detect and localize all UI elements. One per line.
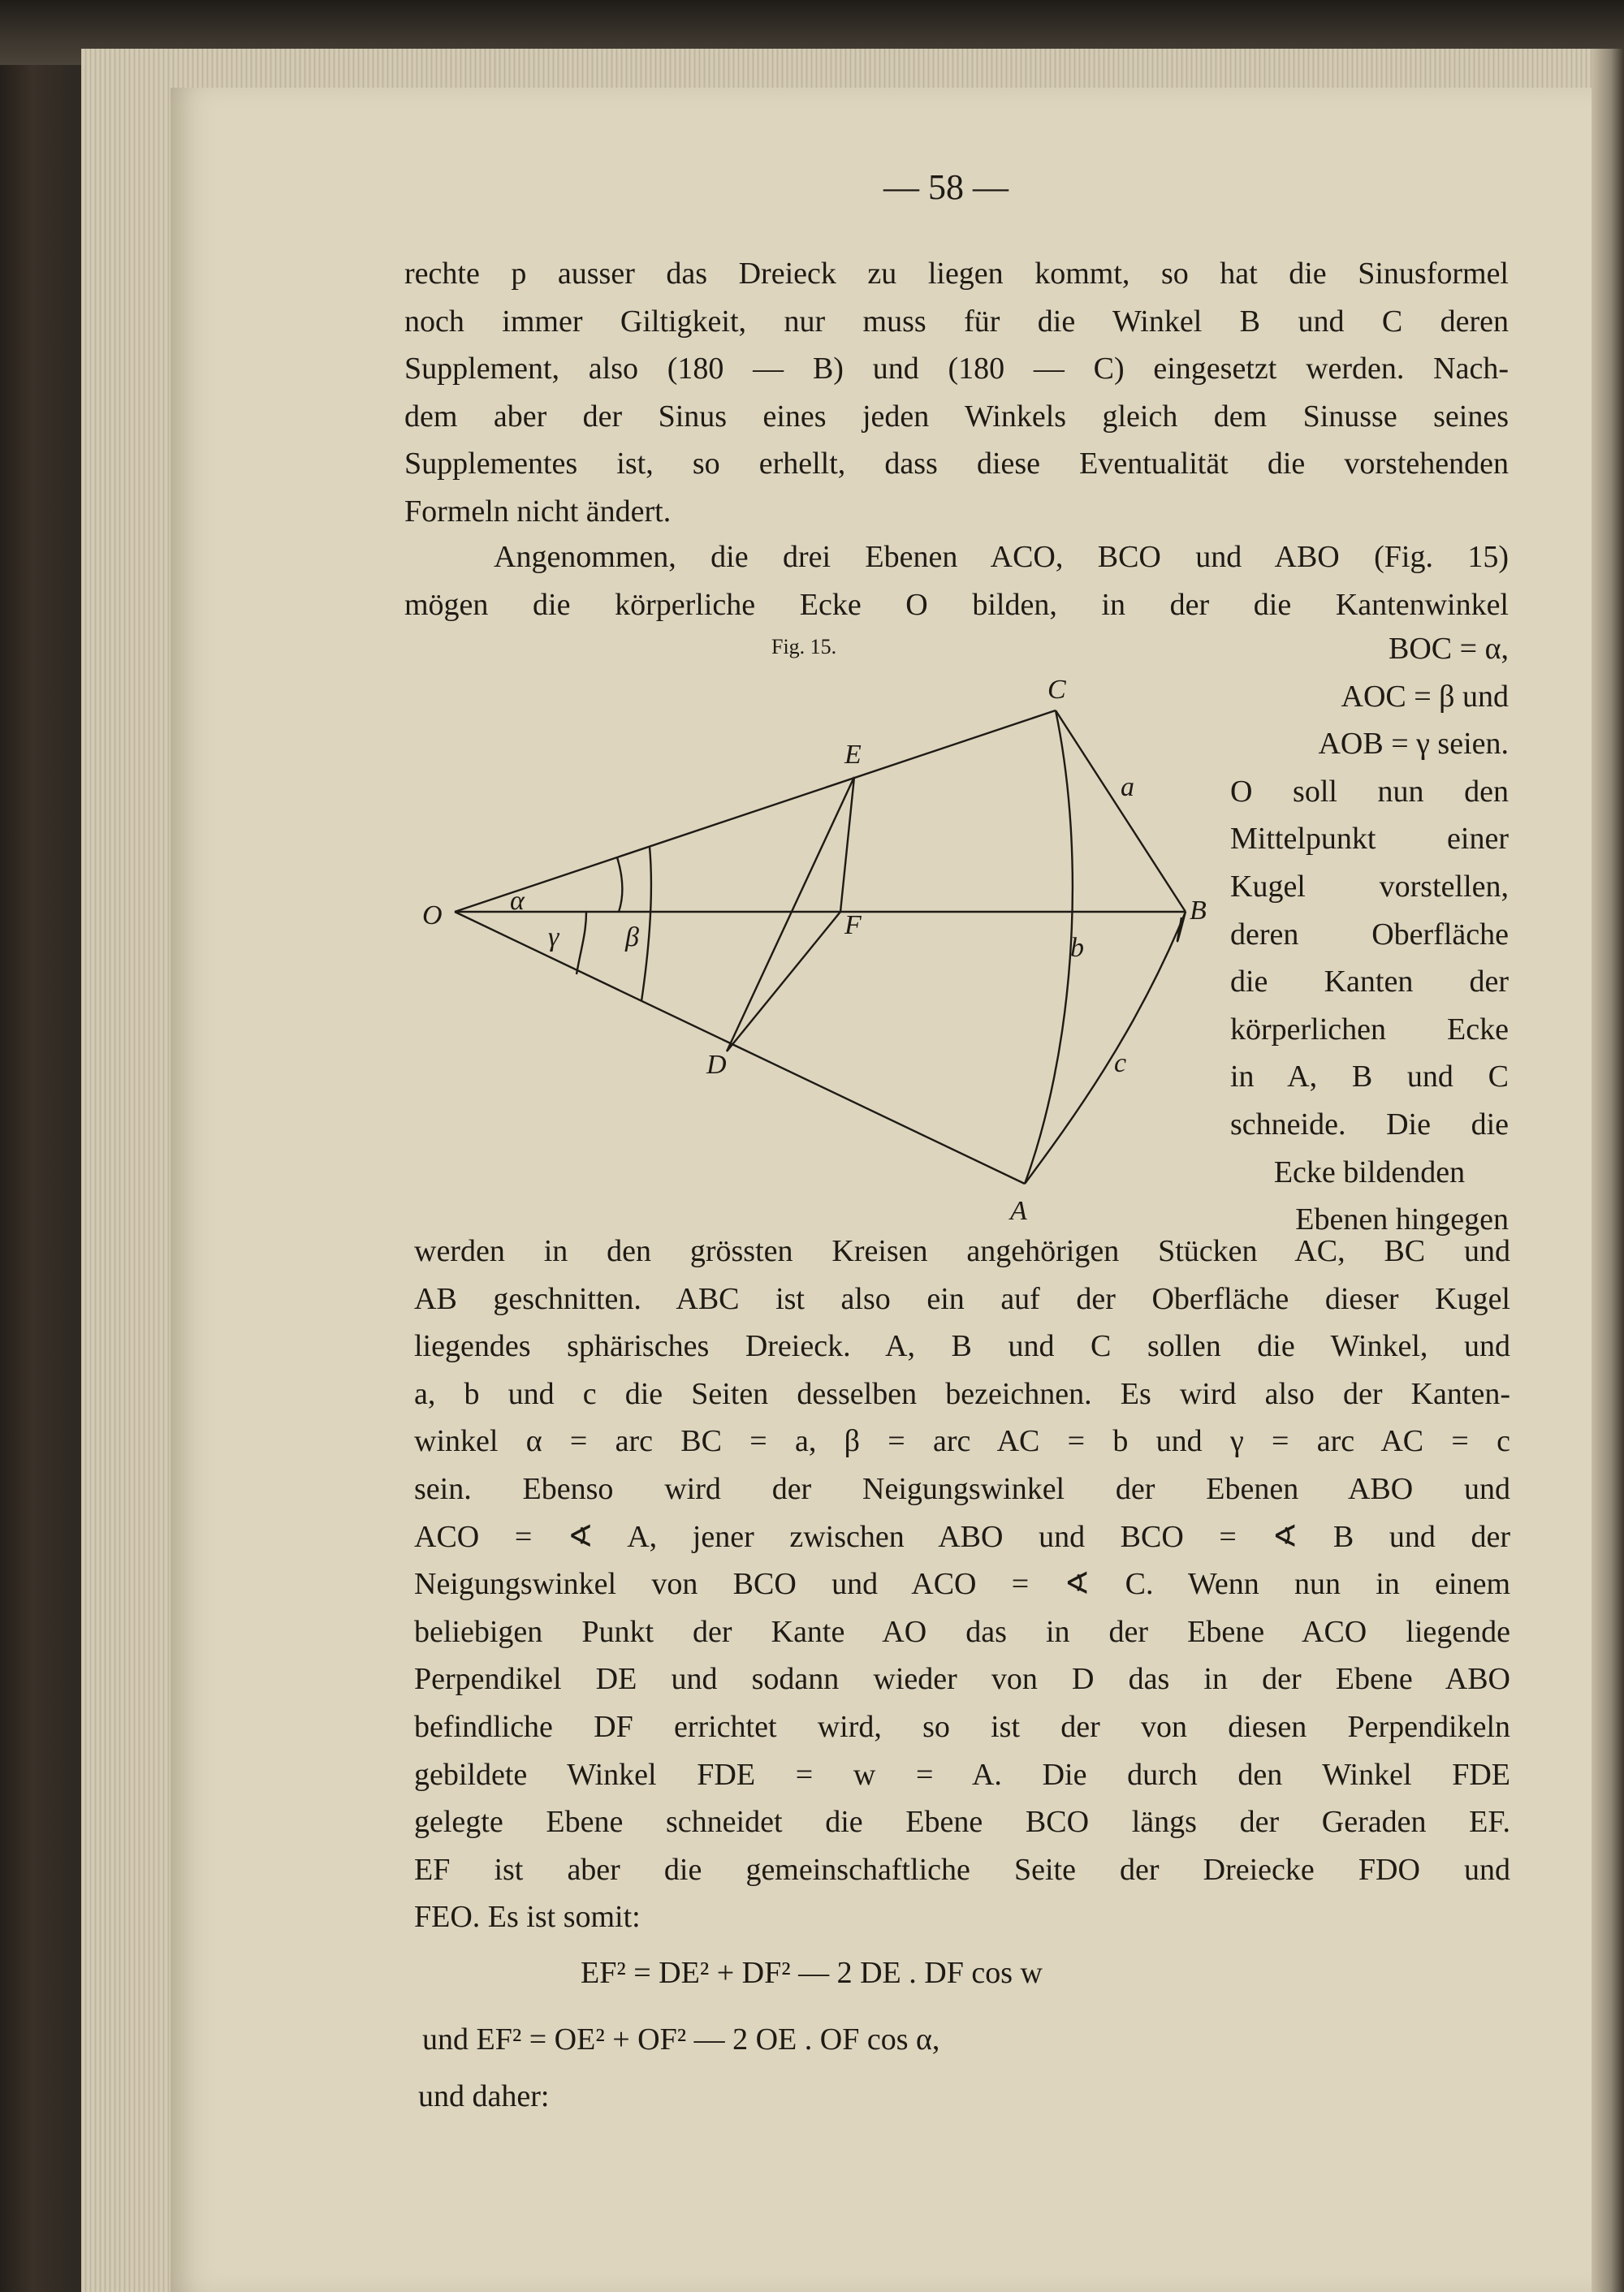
label-c: C — [1047, 675, 1066, 705]
text-line: rechte p ausser das Dreieck zu liegen kommt, so hat die Sinusformel — [404, 257, 1509, 291]
text-line: gelegte Ebene schneidet die Ebene BCO längs der Geraden EF. — [414, 1805, 1510, 1840]
text-line: liegendes sphärisches Dreieck. A, B und C sollen die Winkel, und — [414, 1329, 1510, 1364]
label-f: F — [844, 910, 862, 940]
paragraph-3 — [414, 1228, 1510, 1941]
paragraph-2 — [404, 533, 1509, 628]
label-beta: β — [625, 922, 639, 952]
text-line: a, b und c die Seiten desselben bezeichnen. Es wird also der Kanten- — [414, 1376, 1510, 1411]
text-line: mögen die körperliche Ecke O bilden, in der die Kantenwinkel — [404, 587, 1509, 622]
label-a: A — [1010, 1196, 1027, 1226]
page-number: — 58 — — [883, 167, 1009, 207]
angle-arc-alpha — [617, 857, 622, 912]
label-d: D — [706, 1050, 727, 1080]
arc-c — [1025, 912, 1186, 1184]
text-line: ACO = ∢ A, jener zwischen ABO und BCO = ∢ B und der — [414, 1519, 1510, 1554]
text-line: sein. Ebenso wird der Neigungswinkel der Ebenen ABO und — [414, 1471, 1510, 1506]
text-line: beliebigen Punkt der Kante AO das in der Ebene ACO liegende — [414, 1614, 1510, 1649]
text-line: schneide. Die die — [1230, 1107, 1509, 1142]
text-line: Perpendikel DE und sodann wieder von D das in der Ebene ABO — [414, 1662, 1510, 1697]
page-edge — [1592, 49, 1624, 2292]
text-line: die Kanten der — [1230, 965, 1509, 999]
line-ef — [840, 777, 854, 912]
text-line: AB geschnitten. ABC ist also ein auf der Oberfläche dieser Kugel — [414, 1281, 1510, 1316]
label-o: O — [422, 900, 443, 930]
text-line: gebildete Winkel FDE = w = A. Die durch den Winkel FDE — [414, 1757, 1510, 1792]
edge-cb — [1056, 710, 1186, 912]
text-line: Kugel vorstellen, — [1230, 869, 1509, 904]
label-e: E — [844, 740, 862, 770]
paragraph-1 — [404, 250, 1509, 536]
text-line: befindliche DF errichtet wird, so ist der von diesen Perpendikeln — [414, 1709, 1510, 1744]
label-side-b: b — [1070, 933, 1084, 963]
text-line: deren Oberfläche — [1230, 917, 1509, 952]
text-line: dem aber der Sinus eines jeden Winkels gleich dem Sinusse seines — [404, 399, 1509, 434]
text-line: Ebenen hingegen — [1295, 1202, 1509, 1237]
closing-text: und daher: — [418, 2079, 550, 2113]
label-side-c: c — [1114, 1048, 1127, 1078]
text-line: Formeln nicht ändert. — [404, 494, 672, 529]
text-line: werden in den grössten Kreisen angehörigen Stücken AC, BC und — [414, 1234, 1510, 1268]
text-line: O soll nun den — [1230, 774, 1509, 809]
edge-oa — [455, 912, 1025, 1184]
text-line: EF ist aber die gemeinschaftliche Seite der Dreiecke FDO und — [414, 1852, 1510, 1887]
figure-15 — [406, 666, 1226, 1234]
text-line: Angenommen, die drei Ebenen ACO, BCO und ABO (Fig. 15) — [494, 540, 1509, 574]
text-line: AOC = β und — [1341, 679, 1509, 714]
text-line: Supplementes ist, so erhellt, dass diese Eventualität die vorstehenden — [404, 447, 1509, 481]
text-line: noch immer Giltigkeit, nur muss für die Winkel B und C deren — [404, 304, 1509, 339]
text-line: FEO. Es ist somit: — [414, 1900, 641, 1935]
line-ed — [727, 777, 854, 1051]
text-line: winkel α = arc BC = a, β = arc AC = b und γ = arc AC = c — [414, 1424, 1510, 1459]
text-line: Ecke bildenden — [1273, 1155, 1466, 1189]
line-df — [727, 912, 840, 1051]
equation-1: EF² = DE² + DF² — 2 DE . DF cos w — [581, 1956, 1043, 1990]
text-line: Supplement, also (180 — B) und (180 — C) eingesetzt werden. Nach- — [404, 352, 1509, 386]
label-b: B — [1190, 896, 1207, 926]
label-alpha: α — [510, 886, 525, 916]
edge-oc — [455, 710, 1056, 912]
text-line: körperlichen Ecke — [1230, 1012, 1509, 1047]
text-line: Neigungswinkel von BCO und ACO = ∢ C. Wenn nun in einem — [414, 1567, 1510, 1602]
angle-arc-beta — [641, 847, 651, 1001]
equation-2: und EF² = OE² + OF² — 2 OE . OF cos α, — [422, 2022, 940, 2057]
label-side-a: a — [1121, 772, 1134, 802]
figure-caption: Fig. 15. — [771, 635, 837, 658]
text-line: Mittelpunkt einer — [1230, 822, 1509, 857]
text-line: in A, B und C — [1230, 1060, 1509, 1094]
label-gamma: γ — [548, 922, 559, 952]
side-column — [1230, 625, 1509, 1244]
text-line: BOC = α, — [1389, 632, 1509, 666]
text-line: AOB = γ seien. — [1318, 727, 1509, 762]
arc-b — [1025, 710, 1073, 1184]
angle-arc-gamma — [577, 912, 586, 974]
